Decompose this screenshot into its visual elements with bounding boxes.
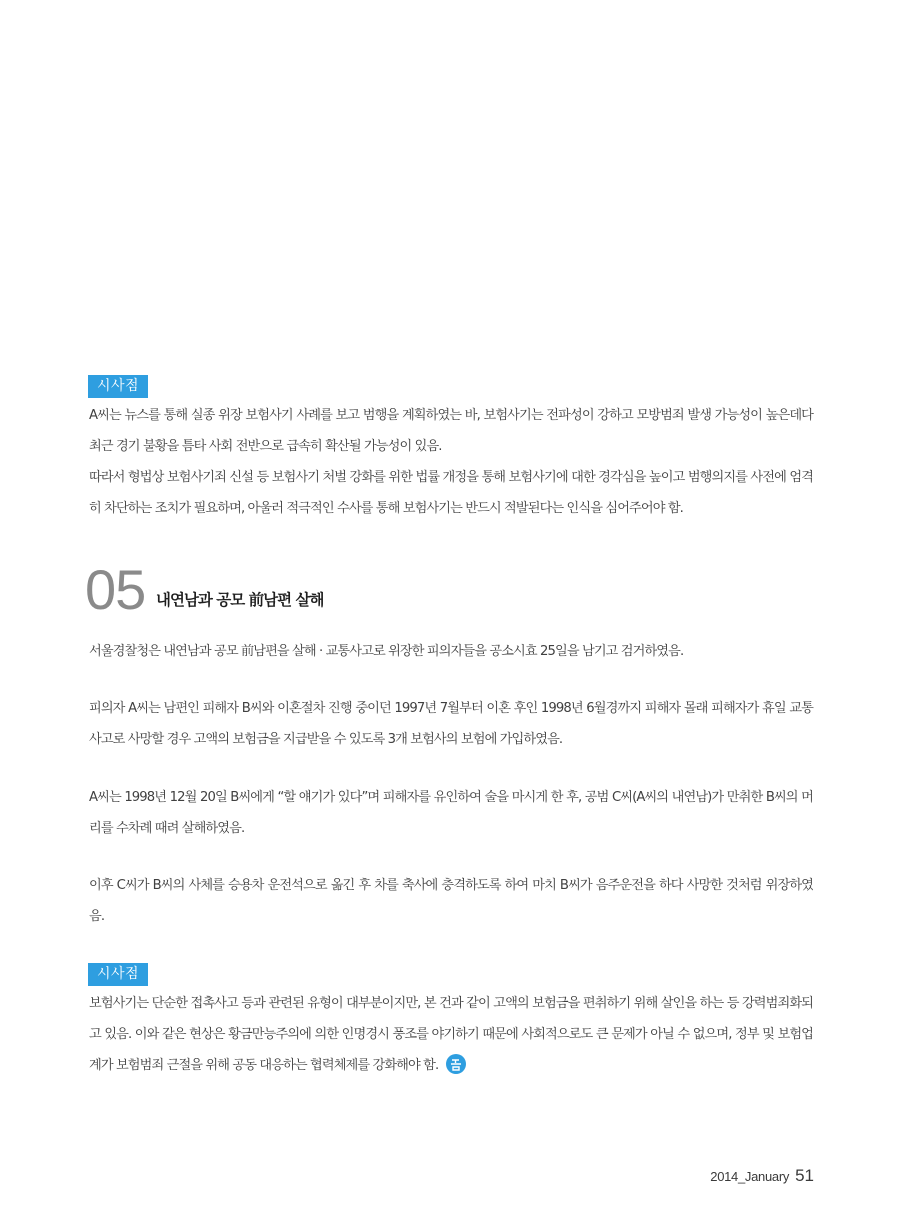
section-number: 05 [85,558,146,621]
case-paragraph [89,693,813,755]
issue-label: 2014_January [710,1169,790,1184]
insight-tag: 시사점 [88,963,148,986]
insight-body [89,400,813,524]
insight-paragraph: A씨는 뉴스를 통해 실종 위장 보험사기 사례를 보고 범행을 계획하였는 바, 보험사기는 전파성이 강하고 모방범죄 발생 가능성이 높은데다 최근 경기 불황을 틈타 사회 전반으로 급속히 확산될 가능성이 있음. [89,408,813,454]
page-number: 51 [795,1166,814,1185]
insight-body [89,988,813,1081]
section-title: 내연남과 공모 前남편 살해 [156,591,324,609]
case-text: A씨는 1998년 12월 20일 B씨에게 “할 얘기가 있다”며 피해자를 유인하여 술을 마시게 한 후, 공범 C씨(A씨의 내연남)가 만취한 B씨의 머리를 수차례 때려 살해하였음. [89,790,813,836]
case-text: 이후 C씨가 B씨의 사체를 승용차 운전석으로 옮긴 후 차를 축사에 충격하도록 하여 마치 B씨가 음주운전을 하다 사망한 것처럼 위장하였음. [89,878,813,924]
insight-paragraph [89,988,813,1081]
insight-paragraph: 따라서 형법상 보험사기죄 신설 등 보험사기 처벌 강화를 위한 법률 개정을 통해 보험사기에 대한 경각심을 높이고 범행의지를 사전에 엄격히 차단하는 조치가 필요하며, 아울러 적극적인 수사를 통해 보험사기는 반드시 적발된다는 인식을 심어주어야 함. [89,470,813,516]
page-footer [710,1166,814,1186]
case-text: 피의자 A씨는 남편인 피해자 B씨와 이혼절차 진행 중이던 1997년 7월부터 이혼 후인 1998년 6월경까지 피해자 몰래 피해자가 휴일 교통 사고로 사망할 경우 고액의 보험금을 지급받을 수 있도록 3개 보험사의 보험에 가입하였음. [89,701,813,747]
end-mark-icon [446,1054,466,1074]
insight-tag: 시사점 [88,375,148,398]
case-paragraph [89,636,813,667]
insight-text: 보험사기는 단순한 접촉사고 등과 관련된 유형이 대부분이지만, 본 건과 같이 고액의 보험금을 편취하기 위해 살인을 하는 등 강력범죄화되고 있음. 이와 같은 현상은 황금만능주의에 의한 인명경시 풍조를 야기하기 때문에 사회적으로도 큰 문제가 아닐 수 없으며, 정부 및 보험업계가 보험범죄 근절을 위해 공동 대응하는 협력체제를 강화해야 함. [89,996,813,1073]
case-paragraph [89,870,813,932]
case-paragraph [89,782,813,844]
case-text: 서울경찰청은 내연남과 공모 前남편을 살해 · 교통사고로 위장한 피의자들을 공소시효 25일을 남기고 검거하였음. [89,644,684,659]
